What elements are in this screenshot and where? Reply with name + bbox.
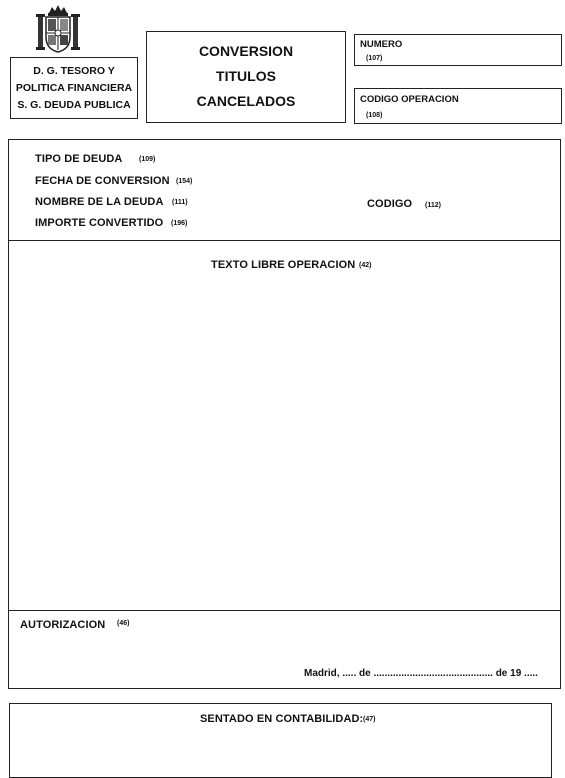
- title-line-3: CANCELADOS: [196, 93, 296, 109]
- numero-code: (107): [366, 55, 383, 62]
- office-box: [10, 57, 138, 119]
- numero-box[interactable]: [354, 34, 562, 66]
- coat-of-arms-emblem: [35, 4, 81, 54]
- fecha-conversion-code: (154): [176, 178, 193, 185]
- importe-convertido-code: (196): [171, 220, 188, 227]
- nombre-deuda-label: NOMBRE DE LA DEUDA: [35, 196, 164, 208]
- tipo-deuda-label: TIPO DE DEUDA: [35, 153, 123, 165]
- title-line-2: TITULOS: [216, 68, 276, 84]
- codigo-operacion-box[interactable]: [354, 88, 562, 124]
- texto-libre-code: (42): [359, 262, 372, 269]
- contabilidad-label: SENTADO EN CONTABILIDAD:: [200, 713, 364, 725]
- contabilidad-code: (47): [363, 716, 376, 723]
- texto-libre-label: TEXTO LIBRE OPERACION: [211, 259, 356, 271]
- office-line-2: POLITICA FINANCIERA: [15, 82, 133, 94]
- office-line-1: D. G. TESORO Y: [33, 65, 115, 77]
- numero-label: NUMERO: [360, 39, 403, 50]
- codigo-label: CODIGO: [367, 198, 413, 210]
- autorizacion-label: AUTORIZACION: [20, 619, 106, 631]
- tipo-deuda-code: (109): [139, 156, 156, 163]
- office-line-3: S. G. DEUDA PUBLICA: [17, 99, 131, 111]
- autorizacion-code: (46): [117, 620, 130, 627]
- fecha-conversion-label: FECHA DE CONVERSION: [35, 175, 170, 187]
- codigo-code: (112): [425, 202, 441, 209]
- codigo-operacion-code: (108): [366, 112, 383, 119]
- codigo-operacion-label: CODIGO OPERACION: [360, 94, 459, 105]
- divider-fields: [8, 240, 561, 241]
- title-line-1: CONVERSION: [198, 43, 294, 59]
- title-box: [146, 31, 346, 123]
- nombre-deuda-code: (111): [172, 199, 188, 206]
- contabilidad-box[interactable]: [9, 703, 552, 778]
- importe-convertido-label: IMPORTE CONVERTIDO: [35, 217, 164, 229]
- autorizacion-date-line: Madrid, ..... de ........................................... de 19 .....: [304, 668, 538, 679]
- texto-libre-area[interactable]: [12, 278, 557, 606]
- divider-autorizacion: [8, 610, 561, 611]
